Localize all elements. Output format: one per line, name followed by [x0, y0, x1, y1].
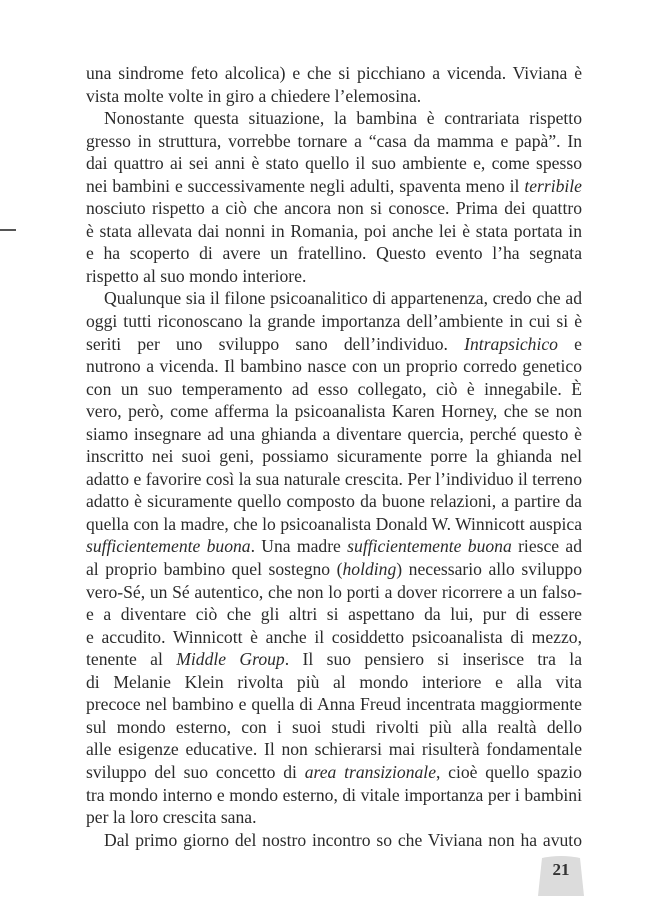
- page-number: 21: [552, 860, 570, 879]
- text-line: [86, 242, 582, 265]
- text-segment: quella con la madre, che lo psicoanalista Donald W. Winnicott auspica: [86, 513, 582, 534]
- text-line: [86, 175, 582, 198]
- text-line: [86, 535, 582, 558]
- text-segment: precoce nel bambino e quella di Anna Freud incentrata maggiormente: [86, 694, 582, 715]
- text-segment: gresso in struttura, vorrebbe tornare a “casa da mamma e papà”. In: [86, 130, 582, 151]
- italic-text: sufficientemente buona: [347, 536, 512, 557]
- text-segment: oggi tutti riconoscano la grande importanza dell’ambiente in cui si è: [86, 311, 582, 332]
- text-line: [86, 355, 582, 378]
- text-line: [86, 107, 582, 130]
- text-segment: nosciuto rispetto a ciò che ancora non si conosce. Prima dei quattro: [86, 198, 582, 219]
- text-line: [86, 220, 582, 243]
- text-line: [86, 761, 582, 784]
- text-segment: per la loro crescita sana.: [86, 807, 257, 828]
- text-segment: e accudito. Winnicott è anche il cosiddetto psicoanalista di mezzo,: [86, 626, 582, 647]
- text-line: [86, 716, 582, 739]
- text-segment: Nonostante questa situazione, la bambina è contrariata rispetto: [104, 108, 582, 129]
- text-line: [86, 130, 582, 153]
- text-line: [86, 310, 582, 333]
- text-line: [86, 265, 582, 288]
- text-line: [86, 829, 582, 852]
- text-segment: riesce ad: [518, 536, 582, 557]
- text-line: [86, 693, 582, 716]
- text-segment: sviluppo del suo concetto di: [86, 761, 305, 782]
- text-segment: siamo insegnare ad una ghianda a diventare quercia, perché questo è: [86, 423, 582, 444]
- text-line: [86, 197, 582, 220]
- text-line: [86, 62, 582, 85]
- text-segment: è stata allevata dai nonni in Romania, poi anche lei è stata portata in: [86, 220, 582, 241]
- text-segment: con un suo temperamento ad esso collegato, ciò è innegabile. È: [86, 378, 582, 399]
- text-line: [86, 333, 582, 356]
- text-segment: di Melanie Klein rivolta più al mondo interiore e alla vita: [86, 671, 582, 692]
- text-segment: Dal primo giorno del nostro incontro so che Viviana non ha avuto: [104, 829, 582, 850]
- text-line: [86, 287, 582, 310]
- italic-text: terribile: [524, 175, 582, 196]
- text-line: [86, 558, 582, 581]
- text-line: [86, 784, 582, 807]
- text-line: [86, 581, 582, 604]
- text-segment: vero-Sé, un Sé autentico, che non lo porti a dover ricorrere a un falso-: [86, 581, 582, 602]
- text-segment: tenente al: [86, 649, 177, 670]
- text-segment: sul mondo esterno, con i suoi studi rivolti più alla realtà dello: [86, 716, 582, 737]
- text-segment: una sindrome feto alcolica) e che si picchiano a vicenda. Viviana è: [86, 63, 582, 83]
- text-segment: vista molte volte in giro a chiedere l’elemosina.: [86, 85, 422, 106]
- italic-text: Middle Group: [176, 649, 285, 670]
- text-line: [86, 85, 582, 108]
- margin-mark: [0, 229, 16, 231]
- italic-text: Intrapsichico: [464, 333, 558, 354]
- text-segment: alle esigenze educative. Il non schierarsi mai risulterà fondamentale: [86, 739, 582, 760]
- text-segment: nutrono a vicenda. Il bambino nasce con un proprio corredo genetico: [86, 356, 582, 377]
- text-segment: e a diventare ciò che gli altri si aspettano da lui, pur di essere: [86, 604, 582, 625]
- text-line: [86, 445, 582, 468]
- text-segment: inscritto nei suoi geni, possiamo sicuramente porre la ghianda nel: [86, 446, 582, 467]
- text-segment: ) necessario allo sviluppo: [396, 559, 582, 580]
- text-segment: al proprio bambino quel sostegno (: [86, 559, 343, 580]
- text-line: [86, 468, 582, 491]
- text-segment: adatto e favorire così la sua naturale crescita. Per l’individuo il terreno: [86, 468, 582, 489]
- italic-text: area transizionale: [304, 761, 436, 782]
- text-line: [86, 626, 582, 649]
- text-line: [86, 400, 582, 423]
- text-segment: rispetto al suo mondo interiore.: [86, 265, 307, 286]
- text-line: [86, 738, 582, 761]
- text-line: [86, 806, 582, 829]
- text-line: [86, 513, 582, 536]
- text-segment: e ha scoperto di avere un fratellino. Questo evento l’ha segnata: [86, 243, 582, 264]
- text-segment: , cioè quello spazio: [436, 761, 582, 782]
- text-segment: . Il suo pensiero si inserisce tra la: [284, 649, 582, 670]
- page-number-badge: [536, 854, 586, 896]
- text-line: [86, 423, 582, 446]
- text-line: [86, 603, 582, 626]
- text-segment: . Una madre: [250, 536, 348, 557]
- text-segment: adatto è sicuramente quello composto da buone relazioni, a partire da: [86, 491, 582, 512]
- text-line: [86, 648, 582, 671]
- italic-text: sufficientemente buona: [86, 536, 251, 557]
- text-segment: vero, però, come afferma la psicoanalista Karen Horney, che se non: [86, 401, 582, 422]
- text-segment: tra mondo interno e mondo esterno, di vitale importanza per i bambini: [86, 784, 582, 805]
- italic-text: holding: [342, 559, 397, 580]
- body-text: [86, 62, 582, 851]
- text-line: [86, 378, 582, 401]
- text-segment: Qualunque sia il filone psicoanalitico di appartenenza, credo che ad: [104, 288, 582, 309]
- text-segment: nei bambini e successivamente negli adulti, spaventa meno il: [86, 175, 525, 196]
- text-line: [86, 671, 582, 694]
- text-line: [86, 152, 582, 175]
- text-segment: seriti per uno sviluppo sano dell’individuo.: [86, 333, 465, 354]
- text-line: [86, 490, 582, 513]
- text-segment: dai quattro ai sei anni è stato quello il suo ambiente e, come spesso: [86, 153, 582, 174]
- text-segment: e: [557, 333, 582, 354]
